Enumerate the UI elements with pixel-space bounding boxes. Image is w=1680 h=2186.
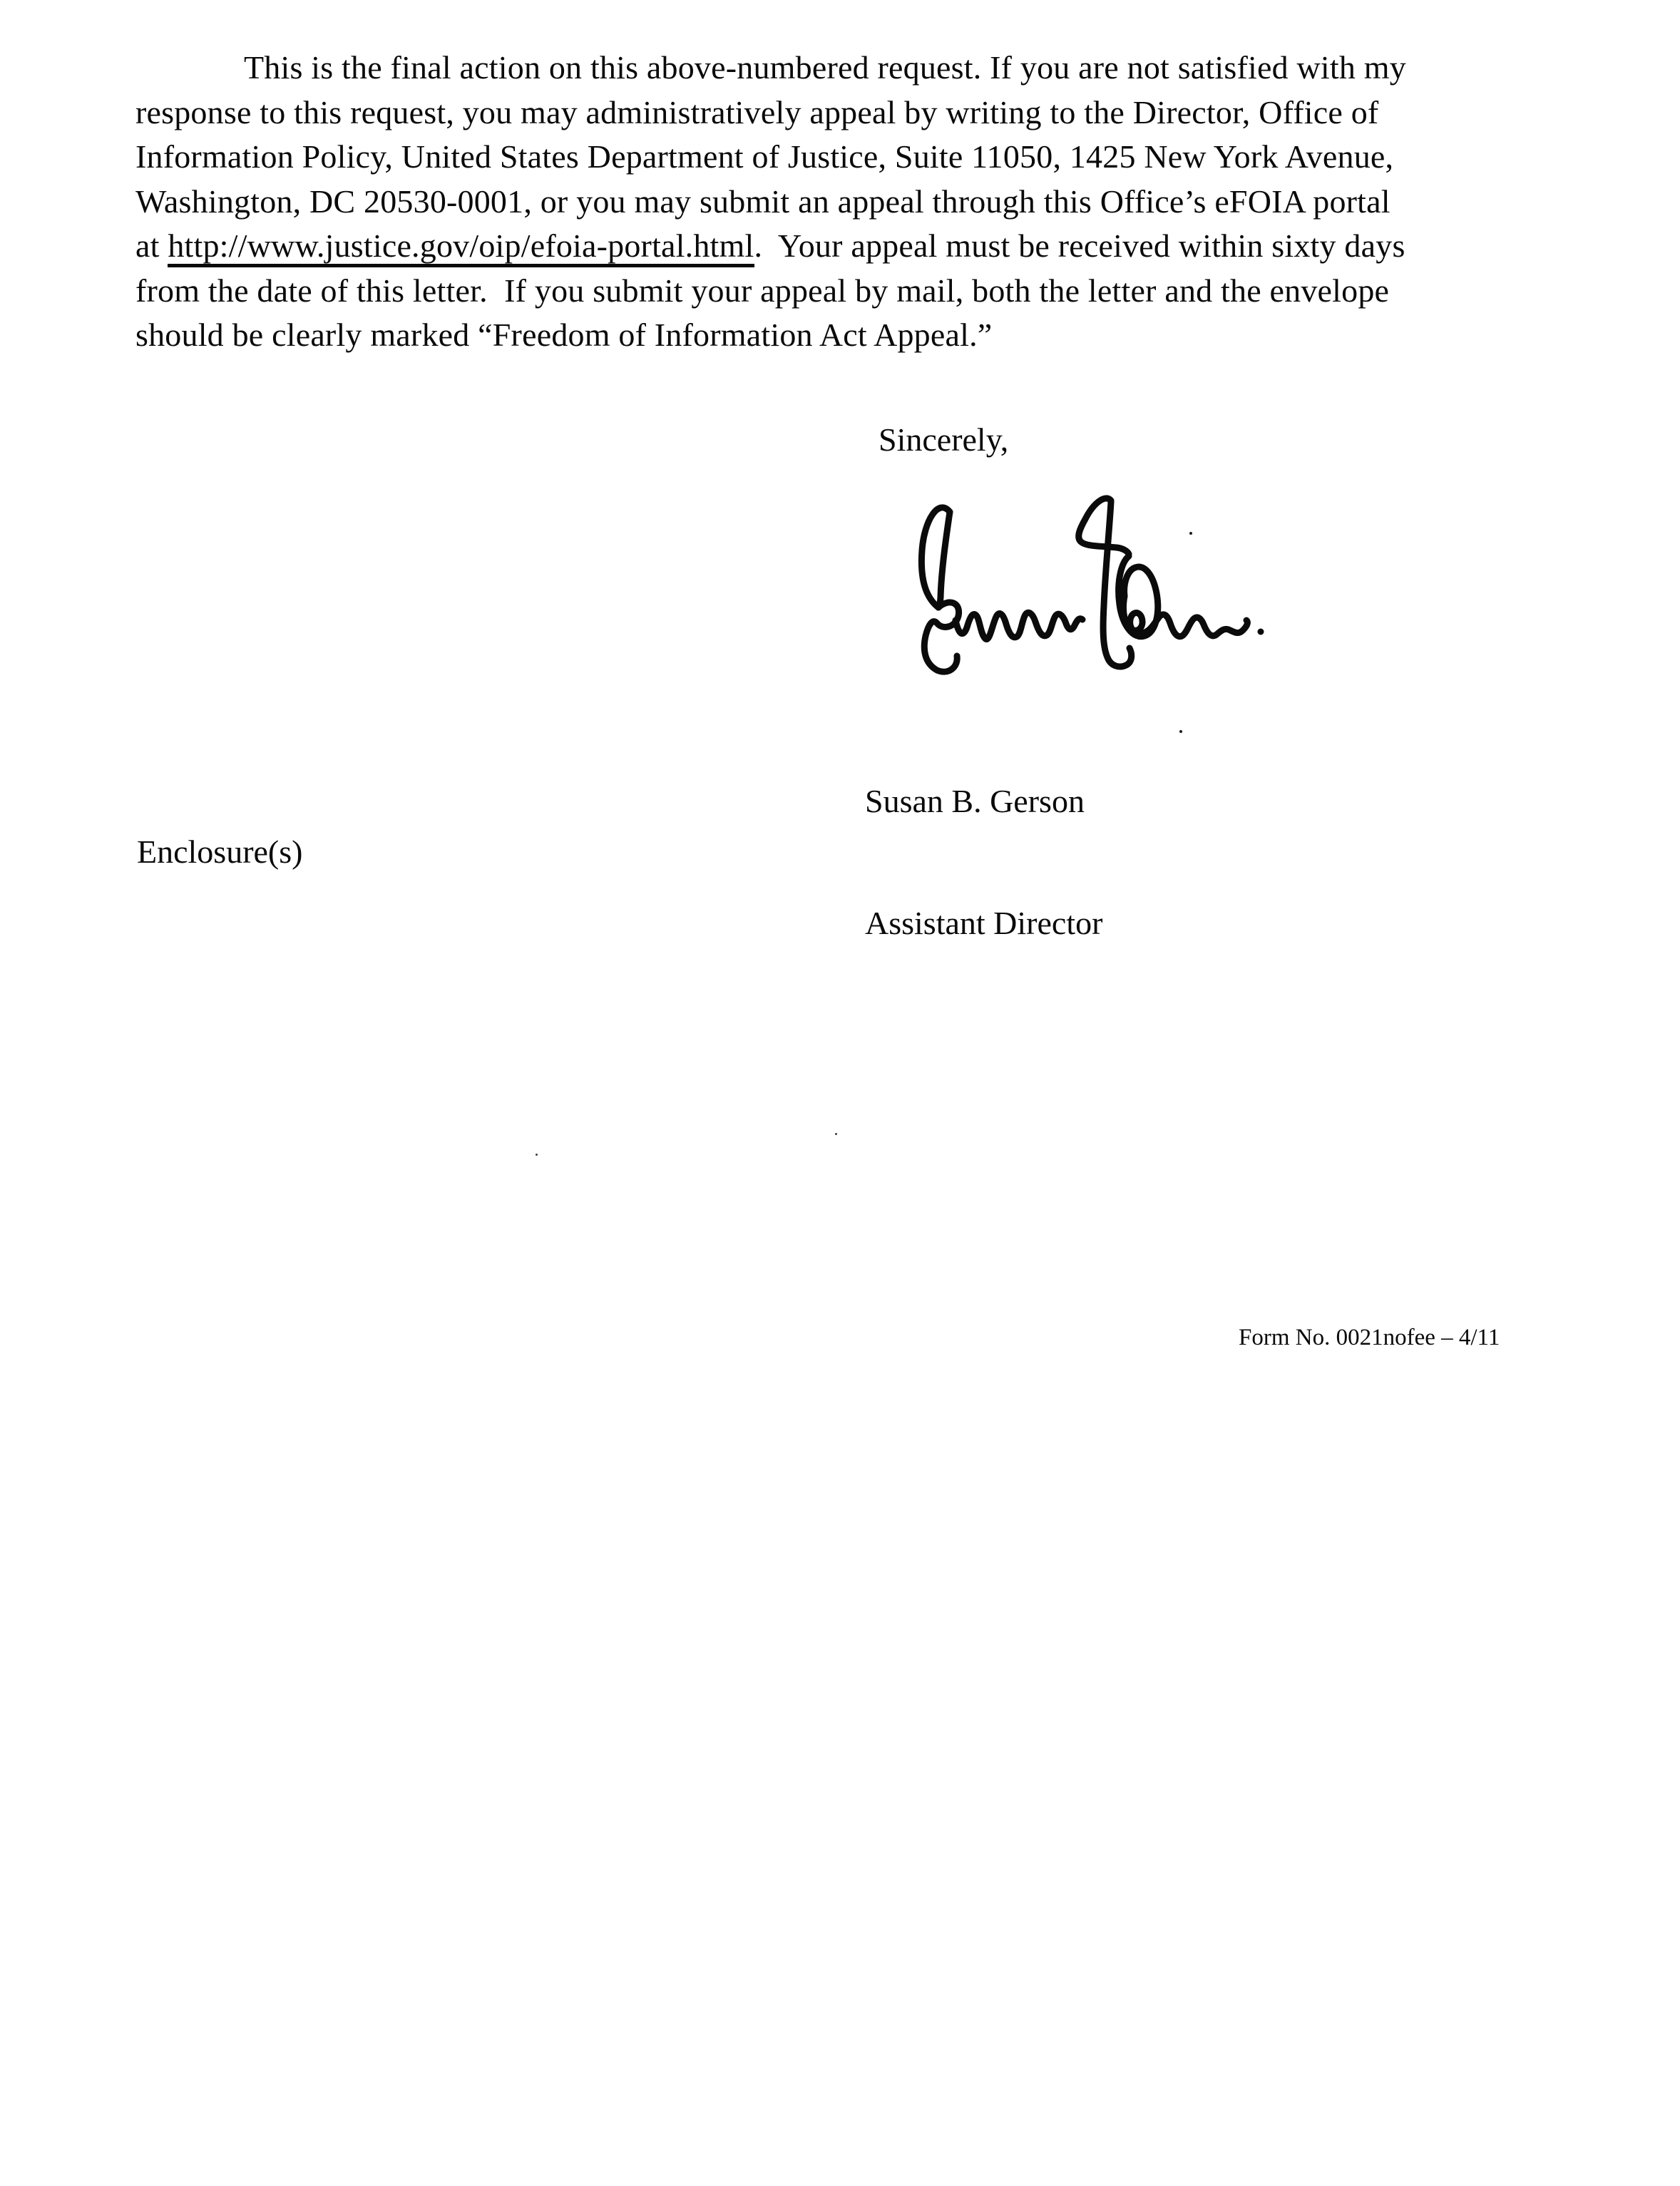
paragraph-line-2: response to this request, you may administratively appeal by writing to the Director, Office of (135, 93, 1379, 130)
efoia-portal-link[interactable]: http://www.justice.gov/oip/efoia-portal.html (168, 227, 754, 267)
scan-speck (1179, 730, 1182, 733)
form-number: Form No. 0021nofee – 4/11 (1239, 1325, 1500, 1350)
scan-speck (835, 1133, 837, 1135)
signer-name: Susan B. Gerson (865, 783, 1085, 819)
signature-stroke (956, 612, 1082, 639)
scan-speck (536, 1154, 538, 1156)
paragraph-line-5-prefix: at (135, 227, 168, 264)
paragraph-line-5 (135, 224, 1406, 269)
appeal-paragraph (135, 46, 1406, 358)
signature-period-dot (1258, 629, 1264, 635)
paragraph-line-3: Information Policy, United States Department of Justice, Suite 11050, 1425 New York Avenue, (135, 138, 1394, 175)
signer-title: Assistant Director (865, 905, 1103, 941)
signature-block (865, 699, 1102, 1025)
signature-stroke (1079, 498, 1129, 554)
paragraph-line-5-suffix: . Your appeal must be received within sixty days (754, 227, 1405, 264)
enclosure-note: Enclosure(s) (137, 833, 303, 870)
signature-stroke (924, 602, 958, 672)
paragraph-line-6: from the date of this letter. If you submit your appeal by mail, both the letter and the envelope (135, 272, 1390, 309)
signature-stroke (938, 512, 950, 607)
paragraph-line-4: Washington, DC 20530-0001, or you may submit an appeal through this Office’s eFOIA portal (135, 183, 1390, 220)
scan-speck (1189, 532, 1192, 535)
paragraph-line-1: This is the final action on this above-numbered request. If you are not satisfied with my (244, 49, 1406, 86)
closing-salutation: Sincerely, (879, 421, 1009, 458)
signature-stroke (1123, 596, 1247, 637)
handwritten-signature (906, 492, 1276, 684)
paragraph-line-7: should be clearly marked “Freedom of Information Act Appeal.” (135, 317, 993, 353)
